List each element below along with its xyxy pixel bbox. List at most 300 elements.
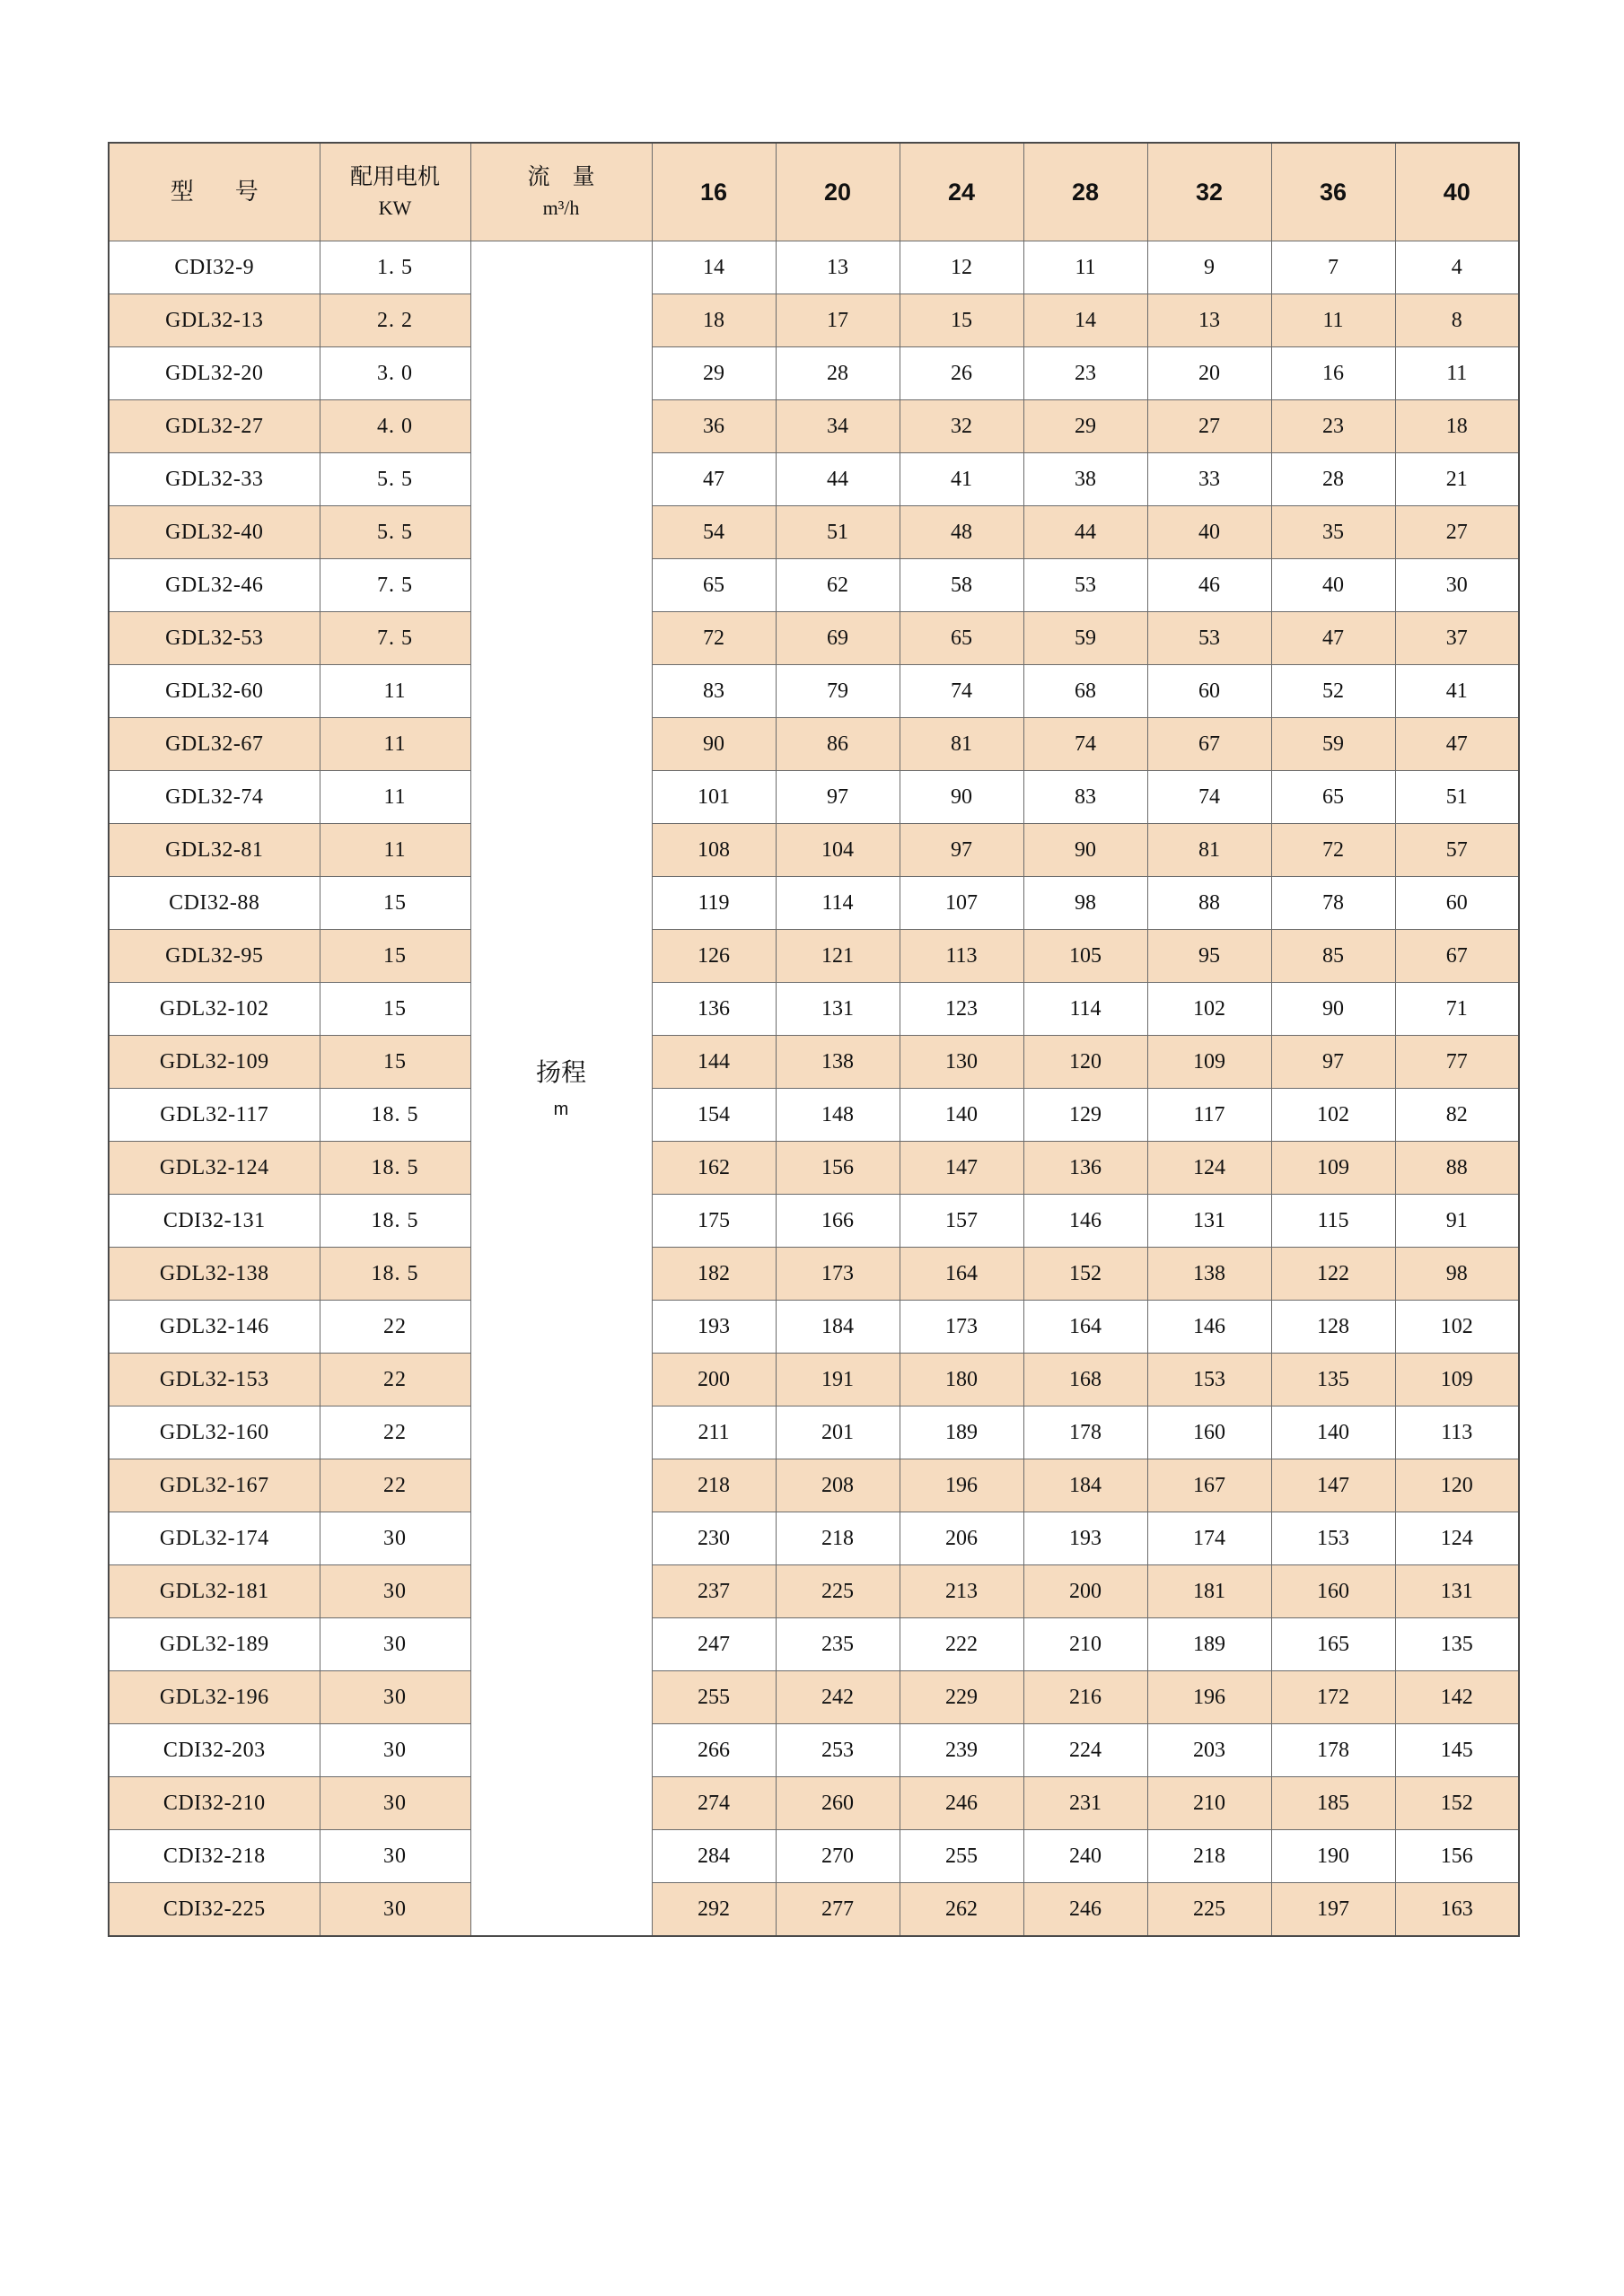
cell-head-value: 98	[1023, 877, 1147, 930]
cell-head-value: 13	[1147, 294, 1271, 347]
cell-head-value: 123	[900, 983, 1023, 1036]
header-flow-unit: m³/h	[542, 197, 580, 220]
cell-head-value: 153	[1147, 1354, 1271, 1407]
cell-motor-power: 22	[320, 1354, 470, 1407]
cell-head-value: 225	[1147, 1883, 1271, 1937]
cell-head-value: 69	[776, 612, 900, 665]
cell-motor-power: 11	[320, 824, 470, 877]
cell-head-value: 23	[1023, 347, 1147, 400]
cell-motor-power: 30	[320, 1565, 470, 1618]
cell-model: GDL32-40	[109, 506, 320, 559]
cell-head-value: 292	[652, 1883, 776, 1937]
cell-head-value: 274	[652, 1777, 776, 1830]
cell-head-value: 53	[1023, 559, 1147, 612]
cell-head-value: 140	[900, 1089, 1023, 1142]
cell-head-value: 211	[652, 1407, 776, 1459]
cell-model: GDL32-20	[109, 347, 320, 400]
cell-head-value: 67	[1147, 718, 1271, 771]
header-motor-label: 配用电机	[349, 165, 440, 190]
cell-head-value: 46	[1147, 559, 1271, 612]
cell-head-value: 17	[776, 294, 900, 347]
cell-head-label	[470, 241, 652, 1937]
cell-head-value: 8	[1395, 294, 1519, 347]
cell-head-value: 47	[1271, 612, 1395, 665]
header-row	[109, 143, 1519, 241]
header-motor	[320, 143, 470, 241]
cell-head-value: 107	[900, 877, 1023, 930]
cell-motor-power: 7. 5	[320, 612, 470, 665]
cell-head-value: 247	[652, 1618, 776, 1671]
cell-head-value: 65	[900, 612, 1023, 665]
cell-head-value: 14	[652, 241, 776, 294]
cell-head-value: 59	[1271, 718, 1395, 771]
cell-head-value: 11	[1023, 241, 1147, 294]
cell-head-value: 97	[900, 824, 1023, 877]
cell-head-value: 193	[1023, 1512, 1147, 1565]
cell-motor-power: 15	[320, 877, 470, 930]
cell-head-value: 185	[1271, 1777, 1395, 1830]
cell-head-value: 78	[1271, 877, 1395, 930]
cell-head-value: 7	[1271, 241, 1395, 294]
table-row	[109, 294, 1519, 347]
cell-head-value: 156	[1395, 1830, 1519, 1883]
cell-head-value: 142	[1395, 1671, 1519, 1724]
cell-head-value: 154	[652, 1089, 776, 1142]
cell-head-value: 144	[652, 1036, 776, 1089]
pump-spec-table	[108, 142, 1520, 1937]
cell-head-value: 218	[776, 1512, 900, 1565]
cell-motor-power: 30	[320, 1724, 470, 1777]
cell-head-value: 81	[1147, 824, 1271, 877]
cell-head-value: 11	[1271, 294, 1395, 347]
cell-head-value: 126	[652, 930, 776, 983]
cell-head-value: 235	[776, 1618, 900, 1671]
cell-head-value: 109	[1271, 1142, 1395, 1195]
cell-head-value: 182	[652, 1248, 776, 1301]
cell-head-value: 160	[1271, 1565, 1395, 1618]
cell-head-value: 240	[1023, 1830, 1147, 1883]
cell-head-value: 140	[1271, 1407, 1395, 1459]
cell-head-value: 13	[776, 241, 900, 294]
cell-motor-power: 11	[320, 718, 470, 771]
cell-head-value: 266	[652, 1724, 776, 1777]
cell-head-value: 4	[1395, 241, 1519, 294]
cell-head-value: 74	[1023, 718, 1147, 771]
table-row	[109, 347, 1519, 400]
cell-head-value: 178	[1023, 1407, 1147, 1459]
cell-head-value: 38	[1023, 453, 1147, 506]
cell-head-value: 135	[1271, 1354, 1395, 1407]
cell-head-value: 208	[776, 1459, 900, 1512]
table-row	[109, 612, 1519, 665]
cell-head-value: 79	[776, 665, 900, 718]
cell-head-value: 90	[900, 771, 1023, 824]
cell-head-value: 54	[652, 506, 776, 559]
cell-head-value: 53	[1147, 612, 1271, 665]
cell-head-value: 246	[900, 1777, 1023, 1830]
cell-head-value: 218	[652, 1459, 776, 1512]
cell-head-value: 95	[1147, 930, 1271, 983]
cell-head-value: 30	[1395, 559, 1519, 612]
cell-head-value: 277	[776, 1883, 900, 1937]
cell-head-value: 60	[1147, 665, 1271, 718]
table-row	[109, 559, 1519, 612]
cell-head-value: 109	[1395, 1354, 1519, 1407]
cell-head-value: 67	[1395, 930, 1519, 983]
cell-head-value: 52	[1271, 665, 1395, 718]
cell-model: CDI32-218	[109, 1830, 320, 1883]
cell-model: GDL32-109	[109, 1036, 320, 1089]
cell-head-value: 58	[900, 559, 1023, 612]
cell-head-value: 77	[1395, 1036, 1519, 1089]
cell-head-value: 47	[1395, 718, 1519, 771]
cell-head-value: 37	[1395, 612, 1519, 665]
cell-head-value: 197	[1271, 1883, 1395, 1937]
cell-head-value: 270	[776, 1830, 900, 1883]
cell-head-value: 9	[1147, 241, 1271, 294]
cell-motor-power: 2. 2	[320, 294, 470, 347]
cell-head-value: 138	[776, 1036, 900, 1089]
cell-head-value: 136	[652, 983, 776, 1036]
table-row	[109, 1459, 1519, 1512]
cell-head-value: 242	[776, 1671, 900, 1724]
cell-motor-power: 11	[320, 771, 470, 824]
cell-head-value: 65	[652, 559, 776, 612]
table-row	[109, 1671, 1519, 1724]
cell-head-value: 172	[1271, 1671, 1395, 1724]
cell-head-value: 109	[1147, 1036, 1271, 1089]
cell-motor-power: 18. 5	[320, 1142, 470, 1195]
cell-motor-power: 1. 5	[320, 241, 470, 294]
cell-head-value: 203	[1147, 1724, 1271, 1777]
cell-head-value: 85	[1271, 930, 1395, 983]
cell-head-value: 114	[776, 877, 900, 930]
table-row	[109, 1512, 1519, 1565]
cell-head-value: 121	[776, 930, 900, 983]
cell-head-value: 119	[652, 877, 776, 930]
cell-head-value: 83	[1023, 771, 1147, 824]
cell-head-value: 86	[776, 718, 900, 771]
cell-motor-power: 30	[320, 1830, 470, 1883]
cell-head-value: 191	[776, 1354, 900, 1407]
cell-model: GDL32-33	[109, 453, 320, 506]
cell-model: CDI32-9	[109, 241, 320, 294]
cell-head-value: 108	[652, 824, 776, 877]
cell-motor-power: 22	[320, 1301, 470, 1354]
cell-head-value: 165	[1271, 1618, 1395, 1671]
head-label-name: 扬程	[535, 1058, 586, 1087]
cell-head-value: 184	[1023, 1459, 1147, 1512]
cell-head-value: 97	[776, 771, 900, 824]
table-row	[109, 1565, 1519, 1618]
cell-head-value: 36	[652, 400, 776, 453]
cell-head-value: 47	[652, 453, 776, 506]
cell-head-value: 40	[1147, 506, 1271, 559]
cell-head-value: 117	[1147, 1089, 1271, 1142]
cell-head-value: 164	[1023, 1301, 1147, 1354]
cell-head-value: 239	[900, 1724, 1023, 1777]
cell-head-value: 255	[652, 1671, 776, 1724]
cell-head-value: 189	[1147, 1618, 1271, 1671]
cell-model: GDL32-160	[109, 1407, 320, 1459]
cell-motor-power: 15	[320, 1036, 470, 1089]
cell-head-value: 166	[776, 1195, 900, 1248]
cell-motor-power: 3. 0	[320, 347, 470, 400]
header-flow-32: 32	[1147, 143, 1271, 241]
cell-motor-power: 22	[320, 1407, 470, 1459]
cell-model: CDI32-210	[109, 1777, 320, 1830]
cell-head-value: 175	[652, 1195, 776, 1248]
cell-head-value: 105	[1023, 930, 1147, 983]
cell-head-value: 29	[652, 347, 776, 400]
cell-head-value: 113	[1395, 1407, 1519, 1459]
cell-head-value: 196	[1147, 1671, 1271, 1724]
cell-head-value: 14	[1023, 294, 1147, 347]
cell-head-value: 40	[1271, 559, 1395, 612]
cell-head-value: 16	[1271, 347, 1395, 400]
cell-head-value: 136	[1023, 1142, 1147, 1195]
cell-head-value: 102	[1147, 983, 1271, 1036]
cell-model: GDL32-74	[109, 771, 320, 824]
cell-head-value: 102	[1395, 1301, 1519, 1354]
header-flow-label: 流 量	[527, 165, 595, 190]
cell-motor-power: 30	[320, 1618, 470, 1671]
cell-head-value: 27	[1147, 400, 1271, 453]
cell-head-value: 26	[900, 347, 1023, 400]
cell-model: CDI32-131	[109, 1195, 320, 1248]
header-flow-36: 36	[1271, 143, 1395, 241]
cell-head-value: 11	[1395, 347, 1519, 400]
cell-head-value: 91	[1395, 1195, 1519, 1248]
cell-head-value: 237	[652, 1565, 776, 1618]
cell-head-value: 114	[1023, 983, 1147, 1036]
cell-motor-power: 15	[320, 983, 470, 1036]
cell-head-value: 33	[1147, 453, 1271, 506]
cell-head-value: 71	[1395, 983, 1519, 1036]
table-row	[109, 1089, 1519, 1142]
cell-motor-power: 30	[320, 1671, 470, 1724]
cell-head-value: 284	[652, 1830, 776, 1883]
cell-model: GDL32-13	[109, 294, 320, 347]
table-row	[109, 241, 1519, 294]
cell-head-value: 138	[1147, 1248, 1271, 1301]
table-row	[109, 1301, 1519, 1354]
cell-head-value: 124	[1147, 1142, 1271, 1195]
cell-head-value: 88	[1395, 1142, 1519, 1195]
cell-head-value: 210	[1023, 1618, 1147, 1671]
cell-head-value: 193	[652, 1301, 776, 1354]
cell-head-value: 206	[900, 1512, 1023, 1565]
cell-head-value: 255	[900, 1830, 1023, 1883]
cell-motor-power: 4. 0	[320, 400, 470, 453]
cell-head-value: 48	[900, 506, 1023, 559]
cell-head-value: 72	[1271, 824, 1395, 877]
header-flow-20: 20	[776, 143, 900, 241]
table-row	[109, 1883, 1519, 1937]
cell-model: GDL32-53	[109, 612, 320, 665]
table-row	[109, 877, 1519, 930]
cell-head-value: 97	[1271, 1036, 1395, 1089]
cell-head-value: 173	[900, 1301, 1023, 1354]
cell-head-value: 44	[1023, 506, 1147, 559]
cell-head-value: 131	[1395, 1565, 1519, 1618]
cell-model: GDL32-153	[109, 1354, 320, 1407]
cell-head-value: 68	[1023, 665, 1147, 718]
cell-head-value: 115	[1271, 1195, 1395, 1248]
cell-model: CDI32-88	[109, 877, 320, 930]
cell-head-value: 81	[900, 718, 1023, 771]
cell-model: CDI32-203	[109, 1724, 320, 1777]
cell-head-value: 41	[900, 453, 1023, 506]
cell-head-value: 122	[1271, 1248, 1395, 1301]
cell-head-value: 124	[1395, 1512, 1519, 1565]
table-row	[109, 1248, 1519, 1301]
table-row	[109, 1036, 1519, 1089]
table-row	[109, 983, 1519, 1036]
cell-model: GDL32-146	[109, 1301, 320, 1354]
cell-head-value: 90	[652, 718, 776, 771]
cell-motor-power: 5. 5	[320, 453, 470, 506]
cell-model: GDL32-138	[109, 1248, 320, 1301]
cell-head-value: 246	[1023, 1883, 1147, 1937]
cell-model: GDL32-60	[109, 665, 320, 718]
cell-head-value: 200	[1023, 1565, 1147, 1618]
cell-head-value: 130	[900, 1036, 1023, 1089]
cell-model: GDL32-124	[109, 1142, 320, 1195]
cell-head-value: 178	[1271, 1724, 1395, 1777]
table-header	[109, 143, 1519, 241]
cell-motor-power: 18. 5	[320, 1248, 470, 1301]
cell-head-value: 18	[1395, 400, 1519, 453]
cell-head-value: 131	[1147, 1195, 1271, 1248]
cell-head-value: 98	[1395, 1248, 1519, 1301]
cell-head-value: 147	[900, 1142, 1023, 1195]
cell-head-value: 90	[1271, 983, 1395, 1036]
table-row	[109, 1354, 1519, 1407]
table-row	[109, 1777, 1519, 1830]
cell-head-value: 23	[1271, 400, 1395, 453]
cell-motor-power: 5. 5	[320, 506, 470, 559]
table-row	[109, 453, 1519, 506]
cell-head-value: 210	[1147, 1777, 1271, 1830]
cell-head-value: 146	[1023, 1195, 1147, 1248]
cell-head-value: 74	[1147, 771, 1271, 824]
cell-head-value: 15	[900, 294, 1023, 347]
cell-head-value: 129	[1023, 1089, 1147, 1142]
cell-head-value: 213	[900, 1565, 1023, 1618]
cell-head-value: 153	[1271, 1512, 1395, 1565]
cell-head-value: 88	[1147, 877, 1271, 930]
cell-head-value: 167	[1147, 1459, 1271, 1512]
cell-head-value: 59	[1023, 612, 1147, 665]
cell-head-value: 224	[1023, 1724, 1147, 1777]
cell-head-value: 253	[776, 1724, 900, 1777]
cell-head-value: 180	[900, 1354, 1023, 1407]
cell-motor-power: 15	[320, 930, 470, 983]
cell-head-value: 51	[1395, 771, 1519, 824]
cell-head-value: 216	[1023, 1671, 1147, 1724]
cell-head-value: 146	[1147, 1301, 1271, 1354]
cell-head-value: 90	[1023, 824, 1147, 877]
cell-head-value: 260	[776, 1777, 900, 1830]
cell-head-value: 147	[1271, 1459, 1395, 1512]
cell-head-value: 262	[900, 1883, 1023, 1937]
cell-head-value: 34	[776, 400, 900, 453]
cell-head-value: 222	[900, 1618, 1023, 1671]
cell-head-value: 173	[776, 1248, 900, 1301]
cell-model: GDL32-27	[109, 400, 320, 453]
cell-motor-power: 30	[320, 1512, 470, 1565]
header-flow	[470, 143, 652, 241]
cell-head-value: 218	[1147, 1830, 1271, 1883]
cell-head-value: 41	[1395, 665, 1519, 718]
cell-model: CDI32-225	[109, 1883, 320, 1937]
table-row	[109, 930, 1519, 983]
cell-head-value: 83	[652, 665, 776, 718]
cell-model: GDL32-67	[109, 718, 320, 771]
table-row	[109, 718, 1519, 771]
cell-head-value: 35	[1271, 506, 1395, 559]
cell-head-value: 18	[652, 294, 776, 347]
cell-head-value: 189	[900, 1407, 1023, 1459]
table-row	[109, 824, 1519, 877]
table-row	[109, 506, 1519, 559]
cell-motor-power: 11	[320, 665, 470, 718]
table-row	[109, 1142, 1519, 1195]
table-row	[109, 665, 1519, 718]
header-motor-unit: KW	[378, 197, 412, 220]
cell-model: GDL32-117	[109, 1089, 320, 1142]
cell-model: GDL32-174	[109, 1512, 320, 1565]
cell-head-value: 101	[652, 771, 776, 824]
cell-head-value: 163	[1395, 1883, 1519, 1937]
cell-head-value: 231	[1023, 1777, 1147, 1830]
cell-head-value: 148	[776, 1089, 900, 1142]
table-row	[109, 1195, 1519, 1248]
cell-head-value: 157	[900, 1195, 1023, 1248]
table-row	[109, 771, 1519, 824]
table-row	[109, 1407, 1519, 1459]
cell-head-value: 120	[1023, 1036, 1147, 1089]
cell-head-value: 164	[900, 1248, 1023, 1301]
cell-motor-power: 18. 5	[320, 1195, 470, 1248]
cell-model: GDL32-81	[109, 824, 320, 877]
cell-head-value: 200	[652, 1354, 776, 1407]
cell-head-value: 12	[900, 241, 1023, 294]
cell-head-value: 128	[1271, 1301, 1395, 1354]
cell-head-value: 190	[1271, 1830, 1395, 1883]
cell-head-value: 168	[1023, 1354, 1147, 1407]
cell-head-value: 57	[1395, 824, 1519, 877]
cell-head-value: 27	[1395, 506, 1519, 559]
cell-head-value: 229	[900, 1671, 1023, 1724]
cell-head-value: 51	[776, 506, 900, 559]
cell-head-value: 201	[776, 1407, 900, 1459]
cell-head-value: 162	[652, 1142, 776, 1195]
cell-head-value: 20	[1147, 347, 1271, 400]
cell-head-value: 230	[652, 1512, 776, 1565]
cell-head-value: 32	[900, 400, 1023, 453]
table-row	[109, 1618, 1519, 1671]
header-flow-28: 28	[1023, 143, 1147, 241]
table-row	[109, 400, 1519, 453]
cell-head-value: 181	[1147, 1565, 1271, 1618]
cell-head-value: 29	[1023, 400, 1147, 453]
cell-head-value: 131	[776, 983, 900, 1036]
cell-head-value: 225	[776, 1565, 900, 1618]
cell-head-value: 65	[1271, 771, 1395, 824]
cell-head-value: 74	[900, 665, 1023, 718]
